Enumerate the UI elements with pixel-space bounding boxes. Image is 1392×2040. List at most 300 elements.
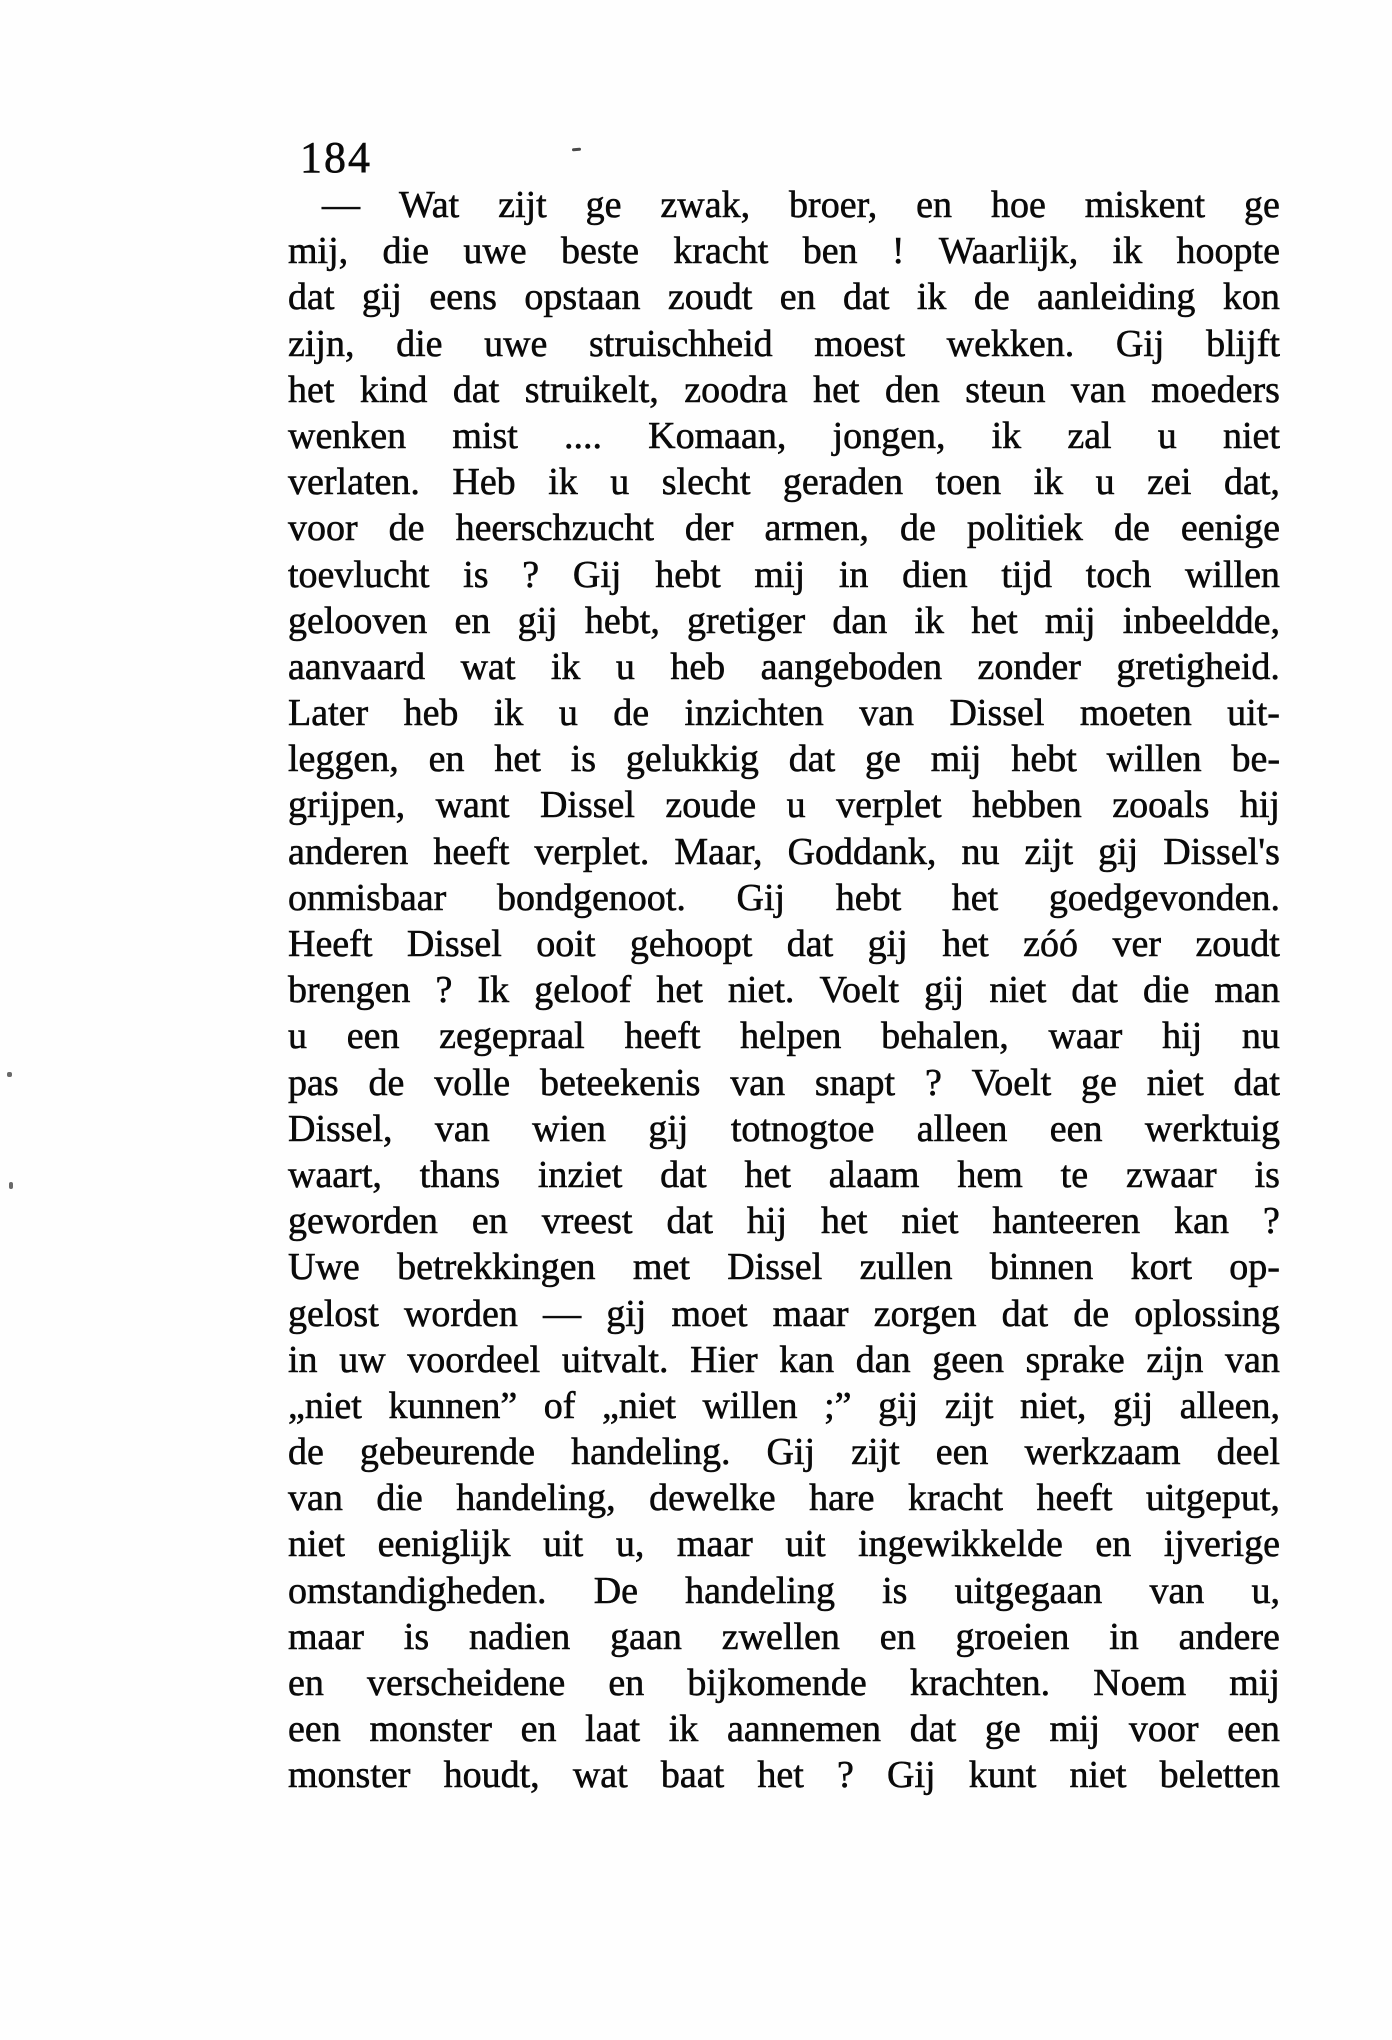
- word: en: [471, 1200, 508, 1243]
- word: moeders: [1151, 368, 1280, 411]
- word: Dissel's: [1163, 830, 1280, 873]
- word: is: [463, 553, 489, 596]
- word: kan: [1174, 1200, 1229, 1243]
- word: laat: [585, 1708, 641, 1751]
- word: gij: [878, 1384, 919, 1427]
- word: Noem: [1093, 1662, 1187, 1704]
- word: Waarlijk,: [938, 230, 1079, 273]
- word: monster: [288, 1754, 411, 1797]
- word: jongen,: [832, 414, 946, 457]
- word: toch: [1085, 553, 1152, 596]
- word: dat: [843, 276, 890, 319]
- word: krachten.: [909, 1662, 1051, 1704]
- word: handeling.: [571, 1431, 731, 1474]
- scan-speck: [572, 148, 581, 152]
- word: mist: [452, 414, 518, 457]
- word: Dissel: [727, 1246, 823, 1289]
- word: het: [951, 876, 999, 919]
- word: het: [757, 1754, 804, 1797]
- word: zijt: [944, 1384, 994, 1427]
- word: is: [1254, 1153, 1280, 1196]
- word: geworden: [288, 1200, 438, 1243]
- word: dat,: [1223, 461, 1280, 504]
- word: Heeft: [288, 923, 373, 965]
- word: aanleiding: [1037, 276, 1196, 319]
- word: maar: [676, 1523, 753, 1566]
- word: dat: [1233, 1061, 1280, 1104]
- word: niet.: [727, 969, 795, 1012]
- word: heerschzucht: [455, 507, 654, 550]
- word: zwellen: [721, 1615, 840, 1658]
- word: ?: [924, 1061, 942, 1104]
- word: hebt: [835, 876, 902, 919]
- word: zoodra: [684, 368, 788, 411]
- word: van: [434, 1107, 490, 1150]
- word: grijpen,: [288, 784, 406, 827]
- word: wenken: [288, 414, 407, 457]
- word: is: [570, 738, 597, 781]
- word: oplossing: [1134, 1292, 1280, 1335]
- word: man: [1214, 969, 1280, 1012]
- word: van: [730, 1061, 786, 1104]
- word: gelooven: [288, 599, 428, 642]
- word: u,: [615, 1523, 645, 1566]
- word: niet,: [1019, 1384, 1087, 1427]
- word: maar: [772, 1292, 849, 1335]
- word: gij: [1113, 1384, 1154, 1427]
- text-line: [288, 1337, 1280, 1383]
- word: ik: [916, 276, 947, 319]
- word: geloof: [534, 969, 632, 1012]
- word: „niet: [288, 1384, 362, 1427]
- word: ?: [435, 969, 453, 1012]
- word: kind: [359, 368, 428, 411]
- word: handeling: [685, 1569, 835, 1612]
- word: hem: [957, 1153, 1023, 1196]
- word: u: [615, 645, 635, 688]
- word: tijd: [1001, 553, 1053, 596]
- word: en: [1095, 1523, 1132, 1566]
- text-line: [288, 1291, 1280, 1337]
- word: en: [879, 1615, 916, 1658]
- word: zwak,: [660, 184, 751, 226]
- word: een: [1049, 1107, 1103, 1150]
- word: goedgevonden.: [1048, 876, 1280, 919]
- word: zonder: [977, 645, 1081, 688]
- word: wien: [532, 1107, 606, 1150]
- word: baat: [660, 1754, 725, 1797]
- word: ge: [1081, 1061, 1117, 1104]
- word: en: [916, 184, 953, 226]
- word: zoudt: [1195, 923, 1280, 965]
- text-line: [288, 690, 1280, 736]
- word: gij: [867, 923, 908, 965]
- word: Maar,: [674, 830, 763, 873]
- word: zegepraal: [439, 1015, 585, 1058]
- text-line: [288, 1614, 1280, 1660]
- word: ge: [984, 1708, 1021, 1751]
- word: kort: [1130, 1246, 1192, 1289]
- word: leggen,: [288, 738, 399, 781]
- text-line: [288, 829, 1280, 875]
- word: willen: [1106, 738, 1202, 781]
- word: ben: [802, 230, 858, 273]
- word: zijt: [1024, 830, 1074, 873]
- word: kunt: [968, 1754, 1037, 1797]
- word: Dissel: [949, 692, 1045, 735]
- word: slecht: [661, 461, 751, 504]
- word: zijn,: [288, 322, 355, 365]
- word: gij: [517, 599, 558, 642]
- text-line: [288, 1244, 1280, 1290]
- word: een: [288, 1708, 341, 1751]
- word: ge: [1244, 184, 1280, 226]
- word: dat: [660, 1153, 707, 1196]
- word: dat: [788, 738, 836, 781]
- text-line: [288, 321, 1280, 367]
- word: wat: [572, 1754, 628, 1797]
- word: dat: [909, 1708, 957, 1751]
- word: alaam: [828, 1153, 920, 1196]
- word: Uwe: [288, 1246, 360, 1289]
- word: Heb: [452, 461, 516, 504]
- text-line: [288, 782, 1280, 828]
- word: Gij: [572, 553, 622, 596]
- word: dat: [288, 276, 335, 319]
- word: ge: [865, 738, 901, 781]
- word: gebeurende: [359, 1431, 536, 1474]
- word: zwaar: [1125, 1153, 1217, 1196]
- word: zorgen: [873, 1292, 977, 1335]
- word: bondgenoot.: [496, 876, 686, 919]
- word: niet: [1069, 1754, 1127, 1797]
- text-line: [288, 413, 1280, 459]
- word: miskent: [1084, 184, 1206, 226]
- word: mij: [754, 553, 806, 596]
- word: ?: [836, 1754, 854, 1797]
- word: zijt: [498, 184, 547, 226]
- word: mij,: [288, 230, 349, 273]
- word: werkzaam: [1024, 1431, 1181, 1474]
- word: „niet: [602, 1384, 676, 1427]
- word: anderen: [288, 830, 409, 873]
- word: en: [779, 276, 816, 319]
- word: het: [813, 368, 860, 411]
- word: het: [288, 368, 335, 411]
- text-line: [288, 1475, 1280, 1521]
- word: geen: [932, 1338, 1004, 1381]
- word: gij: [606, 1292, 647, 1335]
- word: toen: [935, 461, 1002, 504]
- text-line: [288, 552, 1280, 598]
- word: ;”: [824, 1384, 852, 1427]
- word: ooit: [536, 923, 596, 965]
- text-line: [288, 228, 1280, 274]
- word: die: [382, 230, 429, 273]
- word: de: [899, 507, 936, 550]
- word: moet: [671, 1292, 748, 1335]
- word: gehoopt: [629, 923, 753, 965]
- word: gelukkig: [625, 738, 759, 781]
- word: maar: [288, 1615, 364, 1658]
- word: de: [1073, 1292, 1110, 1335]
- word: nu: [1241, 1015, 1280, 1058]
- word: en: [608, 1662, 645, 1704]
- word: hebt,: [584, 599, 660, 642]
- word: moeten: [1079, 692, 1192, 735]
- word: zal: [1067, 414, 1112, 457]
- text-line: [288, 1106, 1280, 1152]
- word: dan: [832, 599, 888, 642]
- word: alleen: [916, 1107, 1008, 1150]
- word: hare: [809, 1477, 875, 1520]
- word: worden: [403, 1292, 518, 1335]
- word: Gij: [1115, 322, 1165, 365]
- word: kracht: [673, 230, 769, 273]
- word: u: [1157, 414, 1177, 457]
- word: omstandigheden.: [288, 1569, 547, 1612]
- word: ik: [991, 414, 1022, 457]
- word: hebt: [1011, 738, 1077, 781]
- text-line: [288, 736, 1280, 782]
- word: kon: [1222, 276, 1280, 319]
- word: blijft: [1206, 322, 1280, 365]
- word: het: [942, 923, 989, 965]
- word: ik: [1112, 230, 1143, 273]
- text-line: [288, 274, 1280, 320]
- word: ik: [668, 1708, 699, 1751]
- word: in: [1109, 1615, 1139, 1658]
- word: uit: [785, 1523, 826, 1566]
- word: Dissel,: [288, 1107, 393, 1150]
- text-line: [288, 1429, 1280, 1475]
- word: mij: [1229, 1662, 1280, 1704]
- word: Voelt: [971, 1061, 1052, 1104]
- word: hanteeren: [992, 1200, 1141, 1243]
- word: gretigheid.: [1116, 645, 1280, 688]
- word: en: [520, 1708, 557, 1751]
- word: verplet: [836, 784, 942, 827]
- word: voor: [288, 507, 358, 550]
- word: zooals: [1112, 784, 1210, 827]
- word: zoude: [665, 784, 757, 827]
- word: bijkomende: [687, 1662, 867, 1704]
- word: nadien: [469, 1615, 571, 1658]
- word: willen: [702, 1384, 798, 1427]
- word: het: [821, 1200, 868, 1243]
- word: hij: [746, 1200, 788, 1243]
- word: gij: [648, 1107, 689, 1150]
- word: nu: [961, 830, 1000, 873]
- word: niet: [1222, 414, 1280, 457]
- word: politiek: [966, 507, 1083, 550]
- word: Later: [288, 692, 369, 735]
- word: voor: [1128, 1708, 1199, 1751]
- word: sprake: [1025, 1338, 1125, 1381]
- word: moest: [814, 322, 906, 365]
- word: Goddank,: [787, 830, 937, 873]
- word: Hier: [690, 1338, 758, 1381]
- word: uit-: [1227, 692, 1280, 735]
- word: inzichten: [684, 692, 824, 735]
- word: zoudt: [667, 276, 753, 319]
- word: de: [388, 507, 425, 550]
- word: geraden: [782, 461, 904, 504]
- word: brengen: [288, 969, 411, 1012]
- word: snapt: [814, 1061, 896, 1104]
- word: werktuig: [1144, 1107, 1280, 1150]
- word: vreest: [541, 1200, 633, 1243]
- word: wat: [460, 645, 516, 688]
- word: Gij: [766, 1431, 816, 1474]
- word: voordeel: [407, 1338, 541, 1381]
- word: op-: [1229, 1246, 1280, 1289]
- word: de: [973, 276, 1010, 319]
- word: hoe: [990, 184, 1046, 226]
- word: uwe: [484, 322, 548, 365]
- word: van: [859, 692, 915, 735]
- word: ver: [1112, 923, 1161, 965]
- word: eeniglijk: [377, 1523, 511, 1566]
- text-line: [288, 598, 1280, 644]
- word: uwe: [463, 230, 527, 273]
- word: verscheidene: [366, 1662, 566, 1704]
- word: het: [656, 969, 703, 1012]
- word: monster: [369, 1708, 492, 1751]
- word: uitgeput,: [1145, 1477, 1280, 1520]
- word: der: [684, 507, 734, 550]
- word: uw: [339, 1338, 386, 1381]
- word: gaan: [610, 1615, 682, 1658]
- word: zullen: [859, 1246, 953, 1289]
- text-line: [288, 1152, 1280, 1198]
- word: die: [376, 1477, 423, 1520]
- text-line: [288, 1568, 1280, 1614]
- word: dat: [452, 368, 500, 411]
- word: in: [838, 553, 869, 596]
- word: handeling,: [456, 1477, 616, 1520]
- text-line: [288, 367, 1280, 413]
- word: dat: [1001, 1292, 1049, 1335]
- word: dan: [855, 1338, 911, 1381]
- word: de: [613, 692, 650, 735]
- word: van: [1225, 1338, 1280, 1381]
- word: thans: [419, 1153, 500, 1196]
- word: gij: [1098, 830, 1139, 873]
- word: inziet: [537, 1153, 623, 1196]
- scan-speck: [9, 1182, 13, 1189]
- text-line: [288, 1383, 1280, 1429]
- word: van: [1149, 1569, 1205, 1612]
- word: mij: [1049, 1708, 1101, 1751]
- word: heeft: [624, 1015, 701, 1058]
- word: Dissel: [406, 923, 502, 965]
- word: Komaan,: [648, 414, 787, 457]
- word: u: [558, 692, 578, 735]
- word: het: [971, 599, 1018, 642]
- text-line: [288, 505, 1280, 551]
- word: u: [1095, 461, 1115, 504]
- word: struischheid: [589, 322, 773, 365]
- text-line: [288, 1521, 1280, 1567]
- word: inbeeldde,: [1122, 599, 1280, 642]
- word: een: [935, 1431, 989, 1474]
- word: het: [744, 1153, 791, 1196]
- text-line: [288, 182, 1280, 228]
- word: u: [786, 784, 806, 827]
- word: in: [288, 1338, 318, 1381]
- word: beste: [560, 230, 640, 273]
- word: aangeboden: [760, 645, 943, 688]
- word: niet: [1146, 1061, 1204, 1104]
- word: heb: [670, 645, 726, 688]
- word: ge: [585, 184, 622, 226]
- word: de: [1113, 507, 1150, 550]
- word: alleen,: [1179, 1384, 1280, 1427]
- word: en: [288, 1662, 324, 1704]
- word: eenige: [1180, 507, 1280, 550]
- text-line: [288, 459, 1280, 505]
- word: een: [346, 1015, 400, 1058]
- word: ik: [548, 461, 578, 504]
- text-line: [288, 875, 1280, 921]
- word: niet: [288, 1523, 345, 1566]
- word: waar: [1048, 1015, 1123, 1058]
- text-line: [288, 1706, 1280, 1752]
- paragraph-text-block: [288, 182, 1280, 1799]
- word: kracht: [908, 1477, 1003, 1520]
- word: van: [288, 1477, 343, 1520]
- word: van: [1070, 368, 1126, 411]
- word: want: [435, 784, 510, 827]
- scan-speck: [7, 1072, 12, 1077]
- word: met: [632, 1246, 690, 1289]
- word: beteekenis: [540, 1061, 701, 1104]
- word: volle: [434, 1061, 511, 1104]
- text-line: [288, 1752, 1280, 1798]
- word: aannemen: [726, 1708, 882, 1751]
- word: Gij: [736, 876, 786, 919]
- word: dewelke: [649, 1477, 776, 1520]
- word: te: [1060, 1153, 1089, 1196]
- word: betrekkingen: [397, 1246, 596, 1289]
- word: Dissel: [539, 784, 635, 827]
- word: hij: [1162, 1015, 1203, 1058]
- page-number: 184: [300, 133, 372, 182]
- word: ik: [1033, 461, 1064, 504]
- word: de: [288, 1431, 324, 1474]
- word: gretiger: [687, 599, 806, 642]
- word: die: [396, 322, 443, 365]
- word: ?: [522, 553, 540, 596]
- word: dat: [1071, 969, 1118, 1012]
- word: kan: [779, 1338, 835, 1381]
- word: wekken.: [946, 322, 1075, 365]
- text-line: [288, 921, 1280, 967]
- word: ?: [1263, 1200, 1280, 1243]
- word: zijt: [851, 1431, 900, 1474]
- word: hij: [1239, 784, 1280, 827]
- word: Wat: [398, 184, 460, 226]
- word: opstaan: [524, 276, 641, 319]
- word: dien: [902, 553, 968, 596]
- word: ik: [914, 599, 945, 642]
- word: is: [403, 1615, 430, 1658]
- text-line: [288, 1198, 1280, 1244]
- word: pas: [288, 1061, 339, 1104]
- text-line: [288, 1660, 1280, 1706]
- word: u: [610, 461, 630, 504]
